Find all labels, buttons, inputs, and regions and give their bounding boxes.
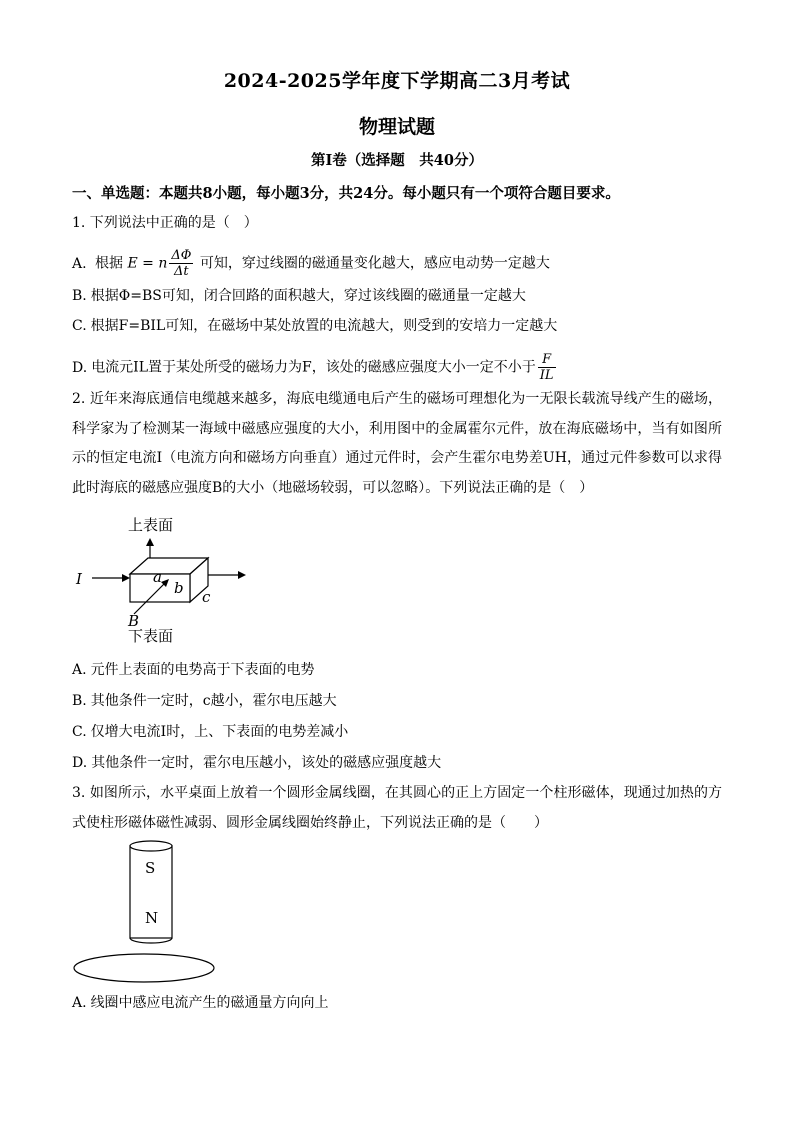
formula-fraction <box>169 248 193 279</box>
option-label: B. <box>72 693 87 709</box>
option-label: B. <box>72 288 87 304</box>
option-text: 其他条件一定时，霍尔电压越小，该处的磁感应强度越大 <box>91 755 442 771</box>
option-text: 仅增大电流I时，上、下表面的电势差减小 <box>90 724 349 740</box>
option-label: A. <box>72 255 87 272</box>
south-pole-label: S <box>145 859 156 877</box>
option-label: C. <box>72 318 87 334</box>
option-label: C. <box>72 724 87 740</box>
option-text: 线圈中感应电流产生的磁通量方向向上 <box>90 995 329 1011</box>
option-text-pre: 根据 <box>95 255 124 272</box>
dimension-c-label: c <box>202 588 211 606</box>
fraction-numerator: F <box>538 352 556 368</box>
bottom-surface-label: 下表面 <box>128 627 174 645</box>
current-label: I <box>76 570 82 588</box>
q1-option-c <box>72 317 557 335</box>
dimension-a-label: a <box>153 568 162 586</box>
option-text: 其他条件一定时，c越小，霍尔电压越大 <box>90 693 337 709</box>
exam-title: 2024-2025学年度下学期高二3月考试 <box>223 70 571 92</box>
option-text: 电流元IL置于某处所受的磁场力为F，该处的磁感应强度大小一定不小于 <box>91 359 536 376</box>
formula-lhs: E = n <box>127 255 168 272</box>
q2-stem: 2. 近年来海底通信电缆越来越多，海底电缆通电后产生的磁场可理想化为一无限长载流导线产生的磁场，科学家为了检测某一海域中磁感应强度的大小，利用图中的金属霍尔元件，放在海底磁场中，当有如图所示的恒定电流I（电流方向和磁场方向垂直）通过元件时，会产生霍尔电势差UH，通过元件参数可以求得此时海底的磁感应强度B的大小（地磁场较弱，可以忽略）。下列说法正确的是（ ） <box>72 391 722 496</box>
option-label: D. <box>72 755 88 771</box>
q3-option-a <box>72 994 329 1012</box>
fraction-numerator: ΔΦ <box>171 248 192 263</box>
hall-element-figure <box>70 508 260 648</box>
option-text: 根据Φ=BS可知，闭合回路的面积越大，穿过该线圈的磁通量一定越大 <box>90 288 526 304</box>
field-label: B <box>128 612 140 630</box>
q1-option-a <box>72 248 550 279</box>
dimension-b-label: b <box>174 579 184 597</box>
magnet-bottom <box>130 938 172 943</box>
volume-heading: 第I卷（选择题 共40分） <box>311 152 483 169</box>
q1-stem: 1. 下列说法中正确的是（ ） <box>72 215 258 231</box>
q2-option-a <box>72 661 315 679</box>
option-text-post: 可知，穿过线圈的磁通量变化越大，感应电动势一定越大 <box>199 255 550 272</box>
q1-option-b <box>72 287 526 305</box>
metal-coil <box>74 954 214 982</box>
up-arrow-head <box>146 538 154 546</box>
current-out-arrow-head <box>238 571 246 579</box>
north-pole-label: N <box>145 909 159 927</box>
q3-stem: 3. 如图所示，水平桌面上放着一个圆形金属线圈，在其圆心的正上方固定一个柱形磁体，现通过加热的方式使柱形磁体磁性减弱、圆形金属线圈始终静止，下列说法正确的是（ ） <box>72 785 722 831</box>
option-text: 元件上表面的电势高于下表面的电势 <box>90 662 315 678</box>
q2-option-d <box>72 754 441 772</box>
top-surface-label: 上表面 <box>128 516 174 534</box>
q1-option-d <box>72 352 558 383</box>
option-label: A. <box>72 662 87 678</box>
q2-option-c <box>72 723 348 741</box>
option-text: 根据F=BIL可知，在磁场中某处放置的电流越大，则受到的安培力一定越大 <box>90 318 558 334</box>
magnet-top <box>130 841 172 851</box>
fraction-denominator: Δt <box>174 264 189 279</box>
section-heading: 一、单选题：本题共8小题，每小题3分，共24分。每小题只有一个项符合题目要求。 <box>72 185 620 202</box>
current-in-arrow-head <box>122 574 130 582</box>
option-label: D. <box>72 359 88 376</box>
q2-option-b <box>72 692 337 710</box>
magnet-coil-figure <box>68 836 218 986</box>
option-label: A. <box>72 995 87 1011</box>
formula-fraction <box>538 352 556 383</box>
fraction-denominator: IL <box>539 368 554 383</box>
subject-title: 物理试题 <box>358 116 435 138</box>
